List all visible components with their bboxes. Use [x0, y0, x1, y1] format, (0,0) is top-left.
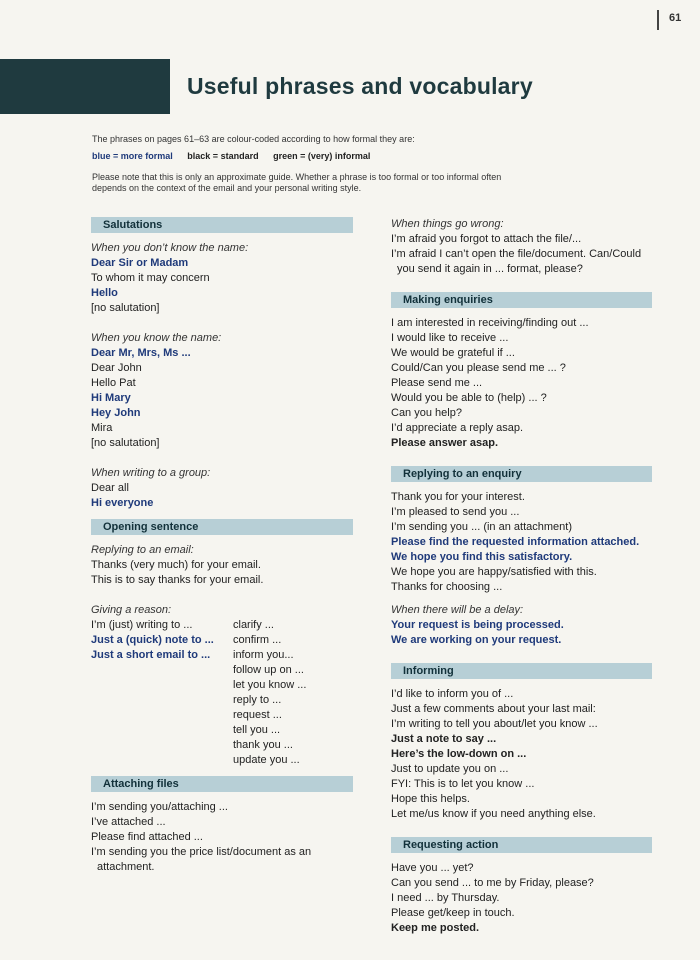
phrase: Can you help? [391, 407, 462, 419]
phrase: Please find attached ... [91, 831, 203, 843]
reason-table [91, 618, 361, 768]
legend-blue: blue = more formal [92, 151, 173, 161]
right-column [391, 217, 656, 936]
phrase: Can you send ... to me by Friday, please? [391, 877, 594, 889]
subheading: When there will be a delay: [391, 604, 524, 616]
phrase: I need ... by Thursday. [391, 892, 500, 904]
phrase: Mira [91, 422, 113, 434]
subheading: Giving a reason: [91, 604, 172, 616]
phrase: thank you ... [233, 739, 293, 751]
phrase: Hey John [91, 407, 141, 419]
section-header-opening: Opening sentence [91, 519, 353, 535]
page-number-divider [657, 10, 659, 30]
phrase: Please get/keep in touch. [391, 907, 515, 919]
phrase: Please find the requested information attached. [391, 536, 640, 548]
formality-legend [92, 151, 382, 161]
phrase: Thank you for your interest. [391, 491, 525, 503]
phrase: Here’s the low-down on ... [391, 748, 527, 760]
phrase: [no salutation] [91, 437, 160, 449]
phrase: FYI: This is to let you know ... [391, 778, 535, 790]
phrase: Just to update you on ... [391, 763, 509, 775]
phrase: inform you... [233, 649, 294, 661]
phrase: This is to say thanks for your email. [91, 574, 264, 586]
phrase: Hi everyone [91, 497, 154, 509]
phrase: Have you ... yet? [391, 862, 474, 874]
guide-note: Please note that this is only an approximate guide. Whether a phrase is too formal or too informal often depends on the context of the email and your personal writing style. [92, 172, 502, 193]
phrase: We hope you find this satisfactory. [391, 551, 573, 563]
phrase: follow up on ... [233, 664, 304, 676]
phrase: I’m sending you the price list/document as an attachment. [91, 846, 312, 873]
phrase: Hope this helps. [391, 793, 470, 805]
intro-text: The phrases on pages 61–63 are colour-coded according to how formal they are: [92, 134, 415, 144]
phrase: I’m afraid I can’t open the file/document. Can/Could you send it again in ... format, please? [391, 248, 642, 275]
phrase: I am interested in receiving/finding out ... [391, 317, 589, 329]
subheading: When writing to a group: [91, 467, 211, 479]
phrase: confirm ... [233, 634, 282, 646]
phrase: Just a note to say ... [391, 733, 497, 745]
section-header-enquiries: Making enquiries [391, 292, 652, 308]
phrase: Please answer asap. [391, 437, 499, 449]
phrase: reply to ... [233, 694, 282, 706]
phrase: Just a short email to ... [91, 649, 211, 661]
section-header-requesting: Requesting action [391, 837, 652, 853]
phrase: We would be grateful if ... [391, 347, 515, 359]
subheading: When you don’t know the name: [91, 242, 249, 254]
phrase: Thanks for choosing ... [391, 581, 503, 593]
phrase: Your request is being processed. [391, 619, 564, 631]
phrase: We hope you are happy/satisfied with this. [391, 566, 597, 578]
phrase: I’d like to inform you of ... [391, 688, 514, 700]
phrase: Could/Can you please send me ... ? [391, 362, 566, 374]
phrase: I’m sending you/attaching ... [91, 801, 228, 813]
phrase: Dear all [91, 482, 129, 494]
left-column [91, 217, 361, 875]
phrase: We are working on your request. [391, 634, 562, 646]
subheading: Replying to an email: [91, 544, 194, 556]
section-header-replying: Replying to an enquiry [391, 466, 652, 482]
phrase: Dear John [91, 362, 142, 374]
phrase: Thanks (very much) for your email. [91, 559, 261, 571]
legend-black: black = standard [187, 151, 259, 161]
phrase: Please send me ... [391, 377, 483, 389]
section-header-salutations: Salutations [91, 217, 353, 233]
phrase: Dear Sir or Madam [91, 257, 189, 269]
section-header-informing: Informing [391, 663, 652, 679]
phrase: let you know ... [233, 679, 307, 691]
subheading: When things go wrong: [391, 218, 504, 230]
phrase: I’d appreciate a reply asap. [391, 422, 524, 434]
phrase: Just a few comments about your last mail: [391, 703, 596, 715]
phrase: To whom it may concern [91, 272, 210, 284]
phrase: I’m (just) writing to ... [91, 619, 193, 631]
page-title: Useful phrases and vocabulary [187, 73, 533, 99]
page-number: 61 [669, 12, 682, 24]
phrase: tell you ... [233, 724, 281, 736]
phrase: Hello Pat [91, 377, 136, 389]
phrase: Hello [91, 287, 118, 299]
phrase: update you ... [233, 754, 300, 766]
section-header-attaching: Attaching files [91, 776, 353, 792]
phrase: Just a (quick) note to ... [91, 634, 214, 646]
phrase: Keep me posted. [391, 922, 480, 934]
legend-green: green = (very) informal [273, 151, 371, 161]
phrase: Dear Mr, Mrs, Ms ... [91, 347, 191, 359]
phrase: [no salutation] [91, 302, 160, 314]
phrase: I’m pleased to send you ... [391, 506, 520, 518]
title-color-block [0, 59, 170, 114]
phrase: I’m afraid you forgot to attach the file/... [391, 233, 582, 245]
phrase: I’ve attached ... [91, 816, 166, 828]
phrase: Let me/us know if you need anything else. [391, 808, 596, 820]
phrase: request ... [233, 709, 282, 721]
phrase: I’m writing to tell you about/let you know ... [391, 718, 598, 730]
phrase: I would like to receive ... [391, 332, 509, 344]
subheading: When you know the name: [91, 332, 222, 344]
phrase: Hi Mary [91, 392, 131, 404]
phrase: I’m sending you ... (in an attachment) [391, 521, 572, 533]
phrase: Would you be able to (help) ... ? [391, 392, 547, 404]
phrase: clarify ... [233, 619, 274, 631]
